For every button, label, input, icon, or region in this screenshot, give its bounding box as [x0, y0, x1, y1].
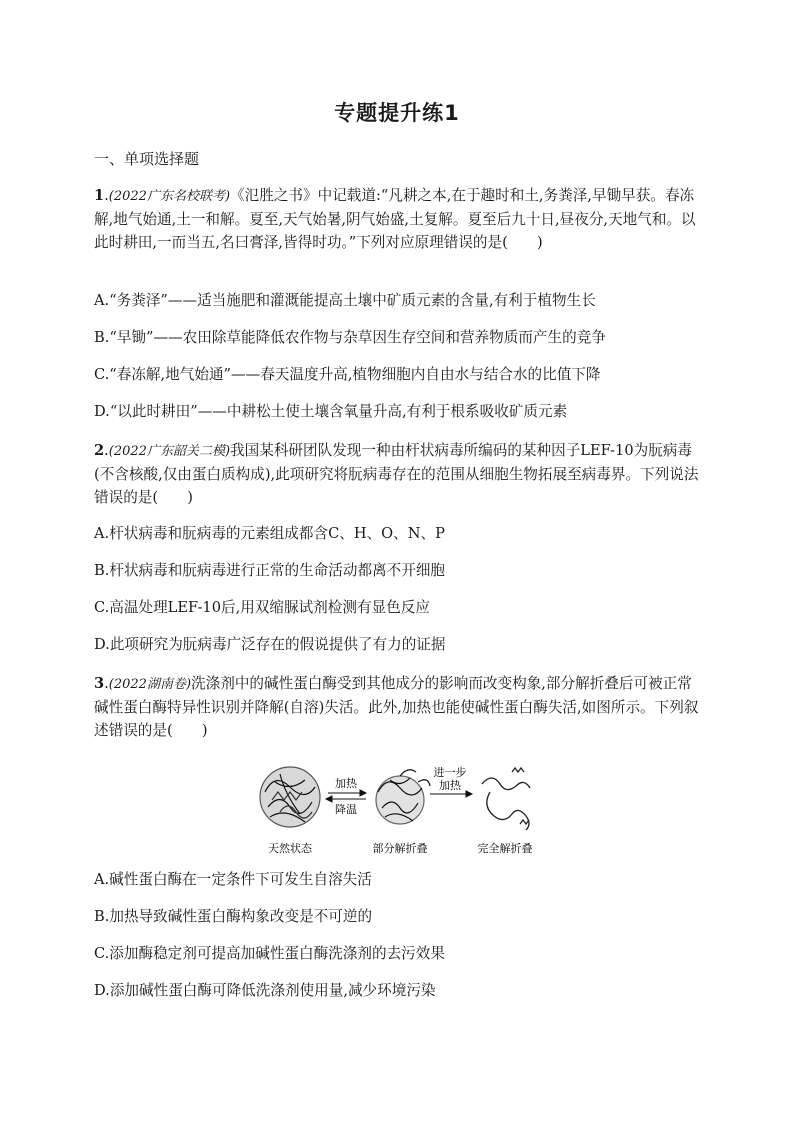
- question-text: 我国某科研团队发现一种由杆状病毒所编码的某种因子LEF-10为朊病毒(不含核酸,仅由蛋白质构成),此项研究将朊病毒存在的范围从细胞生物拓展至病毒界。下列说法错误的是( ): [94, 442, 699, 506]
- question-number: 1: [94, 187, 105, 204]
- question-3-option-d: D.添加碱性蛋白酶可降低洗涤剂使用量,减少环境污染: [94, 982, 436, 999]
- native-state-protein-image: [260, 767, 320, 827]
- arrow-cool-label: 降温: [335, 803, 357, 816]
- question-3-stem: 3.(2022湖南卷)洗涤剂中的碱性蛋白酶受到其他成分的影响而改变构象,部分解折叠后可被正常碱性蛋白酶特异性识别并降解(自溶)失活。此外,加热也能使碱性蛋白酶失活,如图所示。下列叙述错误的是( ): [94, 675, 699, 739]
- question-source: (2022广东名校联考): [108, 189, 231, 204]
- question-2-option-c: C.高温处理LEF-10后,用双缩脲试剂检测有显色反应: [94, 599, 430, 616]
- question-1-stem: 1.(2022广东名校联考)《氾胜之书》中记载道:“凡耕之本,在于趣时和土,务粪泽,早锄早获。春冻解,地气始通,土一和解。夏至,天气始暑,阴气始盛,土复解。夏至后九十日,昼夜分,天地气和。以此时耕田,一而当五,名曰膏泽,皆得时功。”下列对应原理错误的是( ): [94, 187, 696, 251]
- question-2-option-d: D.此项研究为朊病毒广泛存在的假说提供了有力的证据: [94, 636, 446, 653]
- arrow-heat-label: 加热: [335, 777, 357, 790]
- arrow-heat2-label: 加热: [439, 779, 461, 792]
- question-2-option-b: B.杆状病毒和朊病毒进行正常的生命活动都离不开细胞: [94, 562, 446, 579]
- question-source: (2022广东韶关二模): [108, 444, 231, 459]
- question-text: 《氾胜之书》中记载道:“凡耕之本,在于趣时和土,务粪泽,早锄早获。春冻解,地气始通,土一和解。夏至,天气始暑,阴气始盛,土复解。夏至后九十日,昼夜分,天地气和。以此时耕田,一而当五,名曰膏泽,皆得时功。”下列对应原理错误的是( ): [94, 187, 696, 251]
- page-title: 专题提升练1: [334, 101, 460, 125]
- question-2-stem: 2.(2022广东韶关二模)我国某科研团队发现一种由杆状病毒所编码的某种因子LEF-10为朊病毒(不含核酸,仅由蛋白质构成),此项研究将朊病毒存在的范围从细胞生物拓展至病毒界。下列说法错误的是( ): [94, 442, 699, 506]
- partial-unfold-label: 部分解折叠: [372, 842, 428, 855]
- partial-unfold-protein-image: [376, 770, 430, 824]
- question-3-option-c: C.添加酶稳定剂可提高加碱性蛋白酶洗涤剂的去污效果: [94, 945, 445, 962]
- question-number: 3: [94, 675, 105, 692]
- question-1-option-c: C.“春冻解,地气始通”——春天温度升高,植物细胞内自由水与结合水的比值下降: [94, 366, 601, 383]
- question-number: 2: [94, 442, 105, 459]
- question-source: (2022湖南卷): [108, 677, 192, 692]
- question-1-option-b: B.“早锄”——农田除草能降低农作物与杂草因生存空间和营养物质而产生的竞争: [94, 329, 606, 346]
- full-unfold-label: 完全解折叠: [477, 842, 533, 855]
- question-3-option-a: A.碱性蛋白酶在一定条件下可发生自溶失活: [94, 871, 372, 888]
- question-1-option-a: A.“务粪泽”——适当施肥和灌溉能提高土壤中矿质元素的含量,有利于植物生长: [94, 292, 596, 309]
- question-3-option-b: B.加热导致碱性蛋白酶构象改变是不可逆的: [94, 908, 373, 925]
- full-unfold-protein-image: [482, 768, 530, 830]
- question-text: 洗涤剂中的碱性蛋白酶受到其他成分的影响而改变构象,部分解折叠后可被正常碱性蛋白酶特异性识别并降解(自溶)失活。此外,加热也能使碱性蛋白酶失活,如图所示。下列叙述错误的是( ): [94, 675, 699, 739]
- reversible-arrows: [326, 790, 366, 802]
- arrow-further-label: 进一步: [433, 766, 467, 779]
- protein-unfolding-figure: [250, 762, 550, 857]
- question-2-option-a: A.杆状病毒和朊病毒的元素组成都含C、H、O、N、P: [94, 525, 445, 542]
- native-state-label: 天然状态: [268, 842, 312, 855]
- section-heading: 一、单项选择题: [94, 150, 200, 168]
- question-1-option-d: D.“以此时耕田”——中耕松土使土壤含氧量升高,有利于根系吸收矿质元素: [94, 403, 568, 420]
